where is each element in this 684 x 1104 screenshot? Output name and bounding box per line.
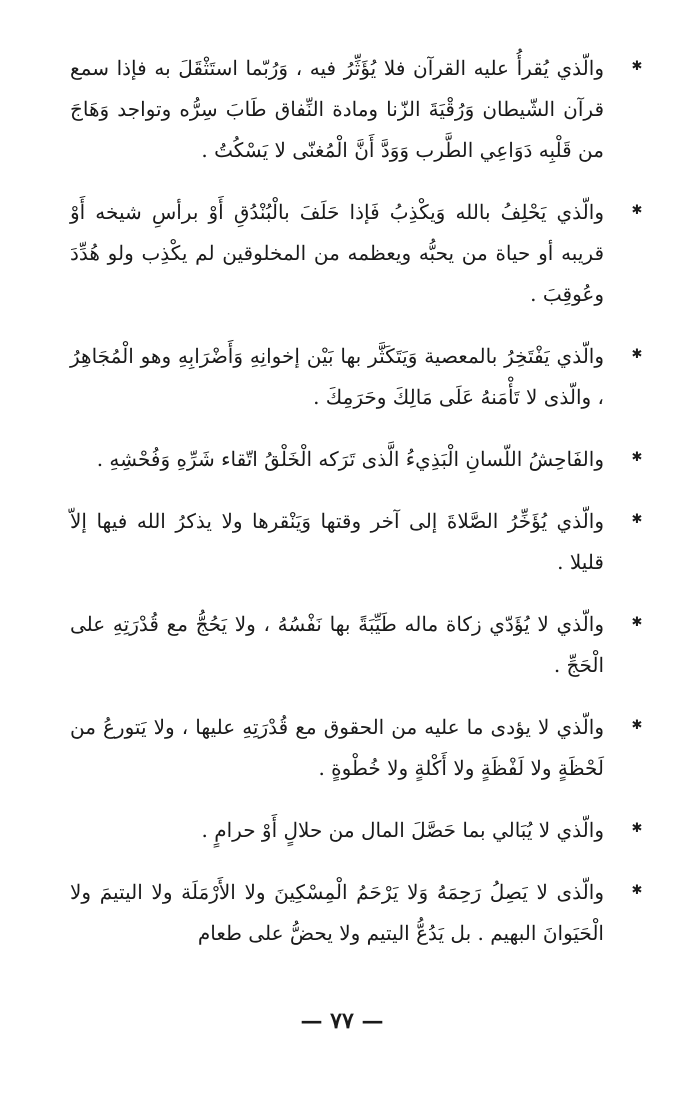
- item-text: والّذي لا يُبَالي بما حَصَّلَ المال من حلالٍ أَوْ حرامٍ .: [201, 818, 604, 842]
- asterisk-bullet-icon: ✱: [631, 821, 643, 836]
- list-item: [70, 707, 644, 789]
- page-number: — ٧٧ —: [300, 1008, 384, 1034]
- item-text: والّذي لا يؤدى ما عليه من الحقوق مع قُدْرَتِهِ عليها ، ولا يَتورعُ من لَحْظَةٍ ولا لَفْظَةٍ ولا أَكْلةٍ ولا خُطْوةٍ .: [70, 715, 604, 780]
- asterisk-bullet-icon: ✱: [631, 615, 643, 630]
- list-item: [70, 439, 644, 480]
- item-text: والّذي يُؤَخِّرُ الصَّلاةَ إلى آخر وقتها وَيَنْقرها ولا يذكرُ الله فيها إلاّ قليلا .: [70, 509, 604, 574]
- item-text: والّذي يَفْتَخِرُ بالمعصية وَيَتَكَثَّر بها بَيْن إخوانِهِ وَأَضْرَابِهِ وهو الْمُجَاهِرُ ، والّذى لا تَأْمَنهُ عَلَى مَالِكَ وحَرَمِكَ .: [70, 344, 605, 409]
- list-item: [70, 872, 644, 954]
- item-text: والّذي يُقرأُ عليه القرآن فلا يُؤَثِّرُ فيه ، وَرُبّما استَثْقَلَ به فإذا سمع قرآن الشّيطان وَرُقْيَةَ الزّنا ومادة النِّفاق طَابَ سِرُّه وتواجد وَهَاجَ من قَلْبِه دَوَاعِي الطَّرب وَوَدَّ أَنَّ الْمُغنّى لا يَسْكُتُ .: [70, 56, 604, 162]
- list-item: [70, 336, 644, 418]
- list-item: [70, 192, 644, 315]
- asterisk-bullet-icon: ✱: [631, 59, 643, 74]
- asterisk-bullet-icon: ✱: [631, 203, 643, 218]
- item-text: والفَاحِشُ اللّسانِ الْبَذِيءُ الَّذى تَرَكه الْخَلْقُ اتّقاء شَرِّهِ وَفُحْشِهِ .: [96, 447, 604, 471]
- item-text: والّذى لا يَصِلُ رَحِمَهُ وَلا يَرْحَمُ الْمِسْكِينَ ولا الأَرْمَلَة ولا اليتيمَ ولا الْحَيَوانَ البهيم . بل يَدُعُّ اليتيم ولا يحضُّ على طعام: [70, 880, 604, 945]
- list-item: [70, 604, 644, 686]
- list-item: [70, 501, 644, 583]
- asterisk-bullet-icon: ✱: [631, 512, 643, 527]
- item-text: والّذي لا يُؤَدّي زكاة ماله طَيِّبَةً بها نَفْسُهُ ، ولا يَحُجُّ مع قُدْرَتِهِ على الْحَجِّ .: [70, 612, 604, 677]
- asterisk-bullet-icon: ✱: [631, 883, 643, 898]
- list-item: [70, 48, 644, 171]
- asterisk-bullet-icon: ✱: [631, 718, 643, 733]
- asterisk-bullet-icon: ✱: [631, 450, 643, 465]
- list-item: [70, 810, 644, 851]
- asterisk-bullet-icon: ✱: [631, 347, 643, 362]
- page-body: [70, 48, 644, 975]
- item-text: والّذي يَحْلِفُ بالله وَيكْذِبُ فَإذا حَلَفَ بالْبُنْدُقِ أَوْ برأسِ شيخه أَوْ قريبه أو حياة من يحبُّه ويعظمه من المخلوقين لم يكْذِب ولو هُدِّدَ وعُوقِبَ .: [70, 200, 604, 306]
